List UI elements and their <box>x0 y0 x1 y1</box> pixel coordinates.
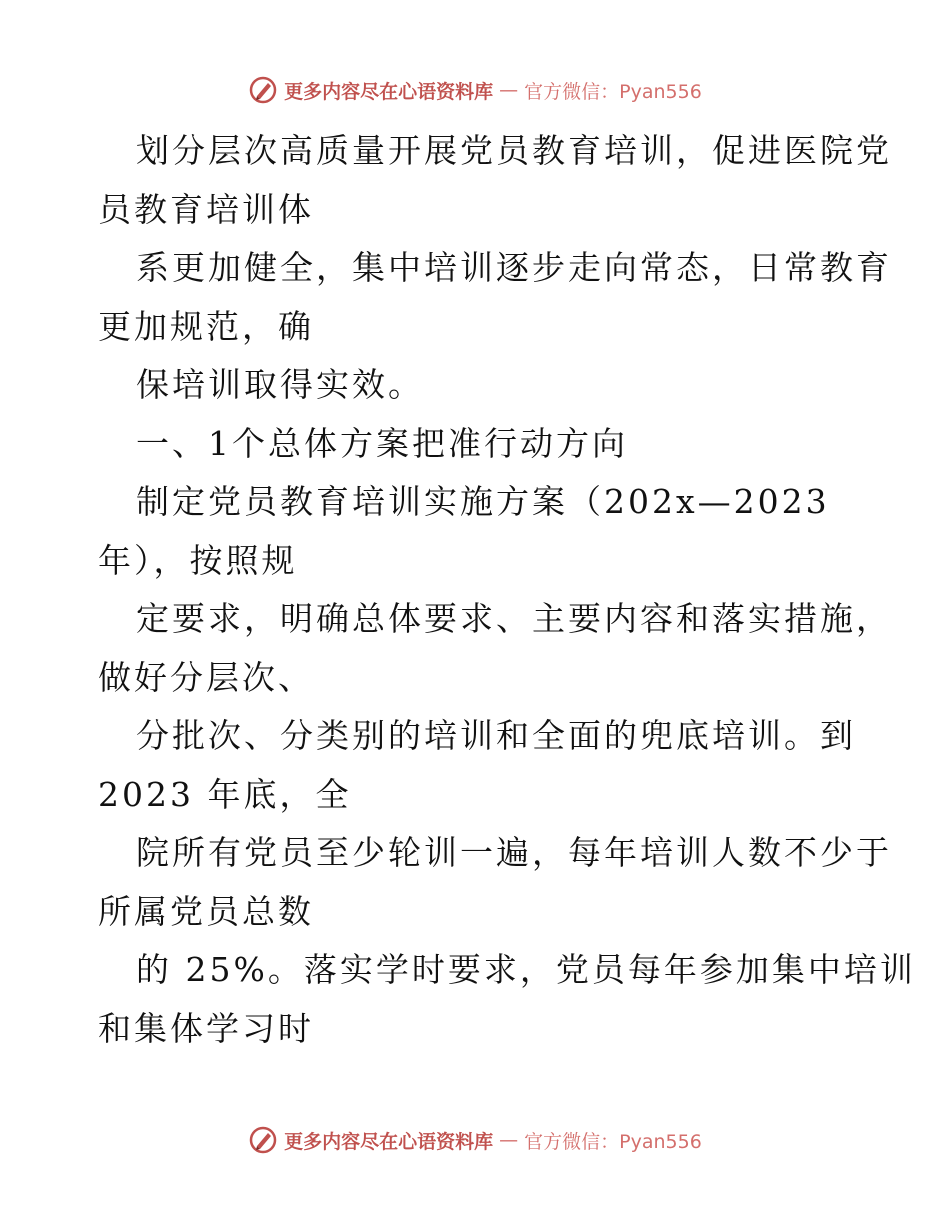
body-text-line: 做好分层次、 <box>98 657 314 697</box>
header-watermark <box>0 70 950 110</box>
pen-seal-icon <box>248 1125 278 1155</box>
footer-watermark <box>0 1120 950 1160</box>
watermark-dash: — <box>499 1129 519 1151</box>
watermark-contact-text: 官方微信：Pyan556 <box>524 1130 702 1153</box>
body-text-line: 系更加健全，集中培训逐步走向常态，日常教育 <box>136 248 892 287</box>
body-text-line: 分批次、分类别的培训和全面的兜底培训。到 <box>136 716 856 755</box>
body-text-line: 划分层次高质量开展党员教育培训，促进医院党 <box>136 131 892 170</box>
body-text-line: 所属党员总数 <box>98 891 314 931</box>
body-text-line: 定要求，明确总体要求、主要内容和落实措施， <box>136 599 892 638</box>
watermark-site-text: 更多内容尽在心语资料库 <box>284 80 494 103</box>
body-text-line: 一、1个总体方案把准行动方向 <box>136 423 628 463</box>
body-text-line: 保培训取得实效。 <box>136 365 424 404</box>
body-text-line: 院所有党员至少轮训一遍，每年培训人数不少于 <box>136 833 892 872</box>
body-text-line: 和集体学习时 <box>98 1008 314 1048</box>
body-text-line: 员教育培训体 <box>98 189 314 229</box>
body-text-line: 年），按照规 <box>98 540 298 580</box>
pen-seal-icon <box>248 75 278 105</box>
document-body <box>98 122 916 1058</box>
body-text-line: 的 25%。落实学时要求，党员每年参加集中培训 <box>136 950 916 989</box>
watermark-dash: — <box>499 79 519 101</box>
body-text-line: 2023 年底，全 <box>98 774 352 814</box>
body-text-line: 制定党员教育培训实施方案（202x—2023 <box>136 482 830 521</box>
watermark-contact-text: 官方微信：Pyan556 <box>524 80 702 103</box>
body-text-line: 更加规范，确 <box>98 306 314 346</box>
watermark-site-text: 更多内容尽在心语资料库 <box>284 1130 494 1153</box>
